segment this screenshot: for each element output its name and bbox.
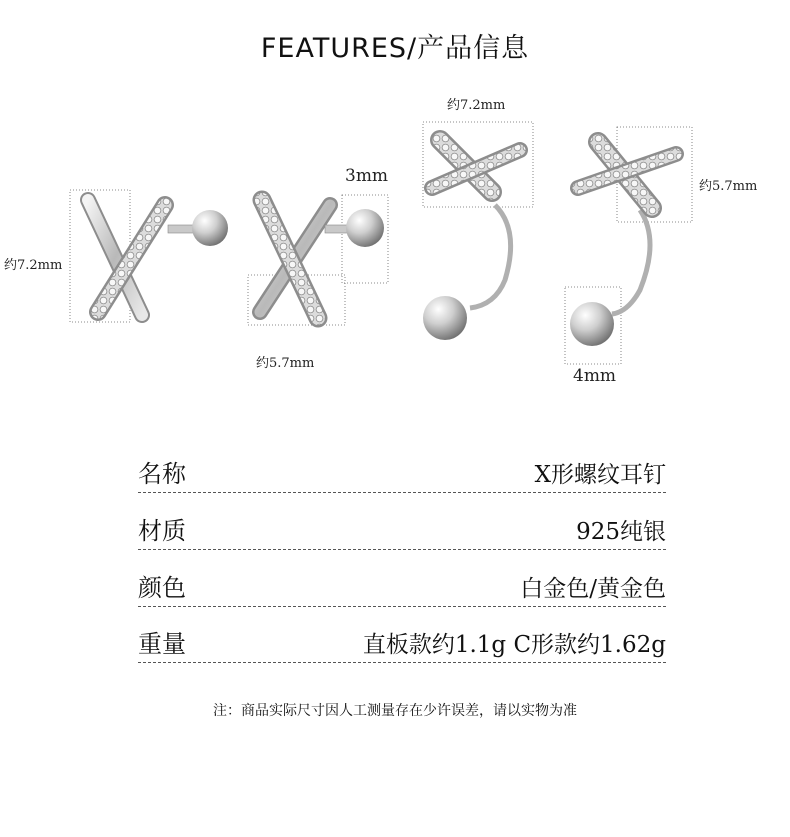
earring-straight-front [70, 190, 228, 322]
spec-value: X形螺纹耳钉 [534, 462, 666, 488]
dimension-ball-small: 3mm [345, 166, 389, 186]
spec-value: 白金色/黄金色 [520, 576, 666, 602]
dimension-ball-large: 4mm [573, 366, 617, 386]
page-title: FEATURES/产品信息 [260, 33, 530, 64]
spec-row-color [138, 566, 666, 607]
dimension-right-width: 约7.2mm [447, 98, 506, 113]
dimension-left-height: 约7.2mm [4, 258, 63, 273]
spec-row-material [138, 509, 666, 550]
disclaimer-note: 注：商品实际尺寸因人工测量存在少许误差，请以实物为准 [213, 703, 577, 719]
earring-c-shape-right [565, 127, 692, 364]
dimension-right-height: 约5.7mm [699, 179, 758, 194]
dimension-left-width: 约5.7mm [256, 356, 315, 371]
spec-value: 直板款约1.1g C形款约1.62g [362, 632, 666, 658]
spec-label: 颜色 [138, 574, 186, 602]
spec-row-weight [138, 622, 666, 663]
earring-straight-side [248, 195, 388, 325]
product-photo [0, 80, 790, 410]
earring-c-shape-left [423, 122, 533, 340]
spec-label: 重量 [138, 630, 186, 658]
spec-row-name [138, 452, 666, 493]
spec-label: 材质 [138, 517, 186, 545]
spec-value: 925纯银 [576, 519, 666, 545]
spec-label: 名称 [138, 460, 186, 488]
